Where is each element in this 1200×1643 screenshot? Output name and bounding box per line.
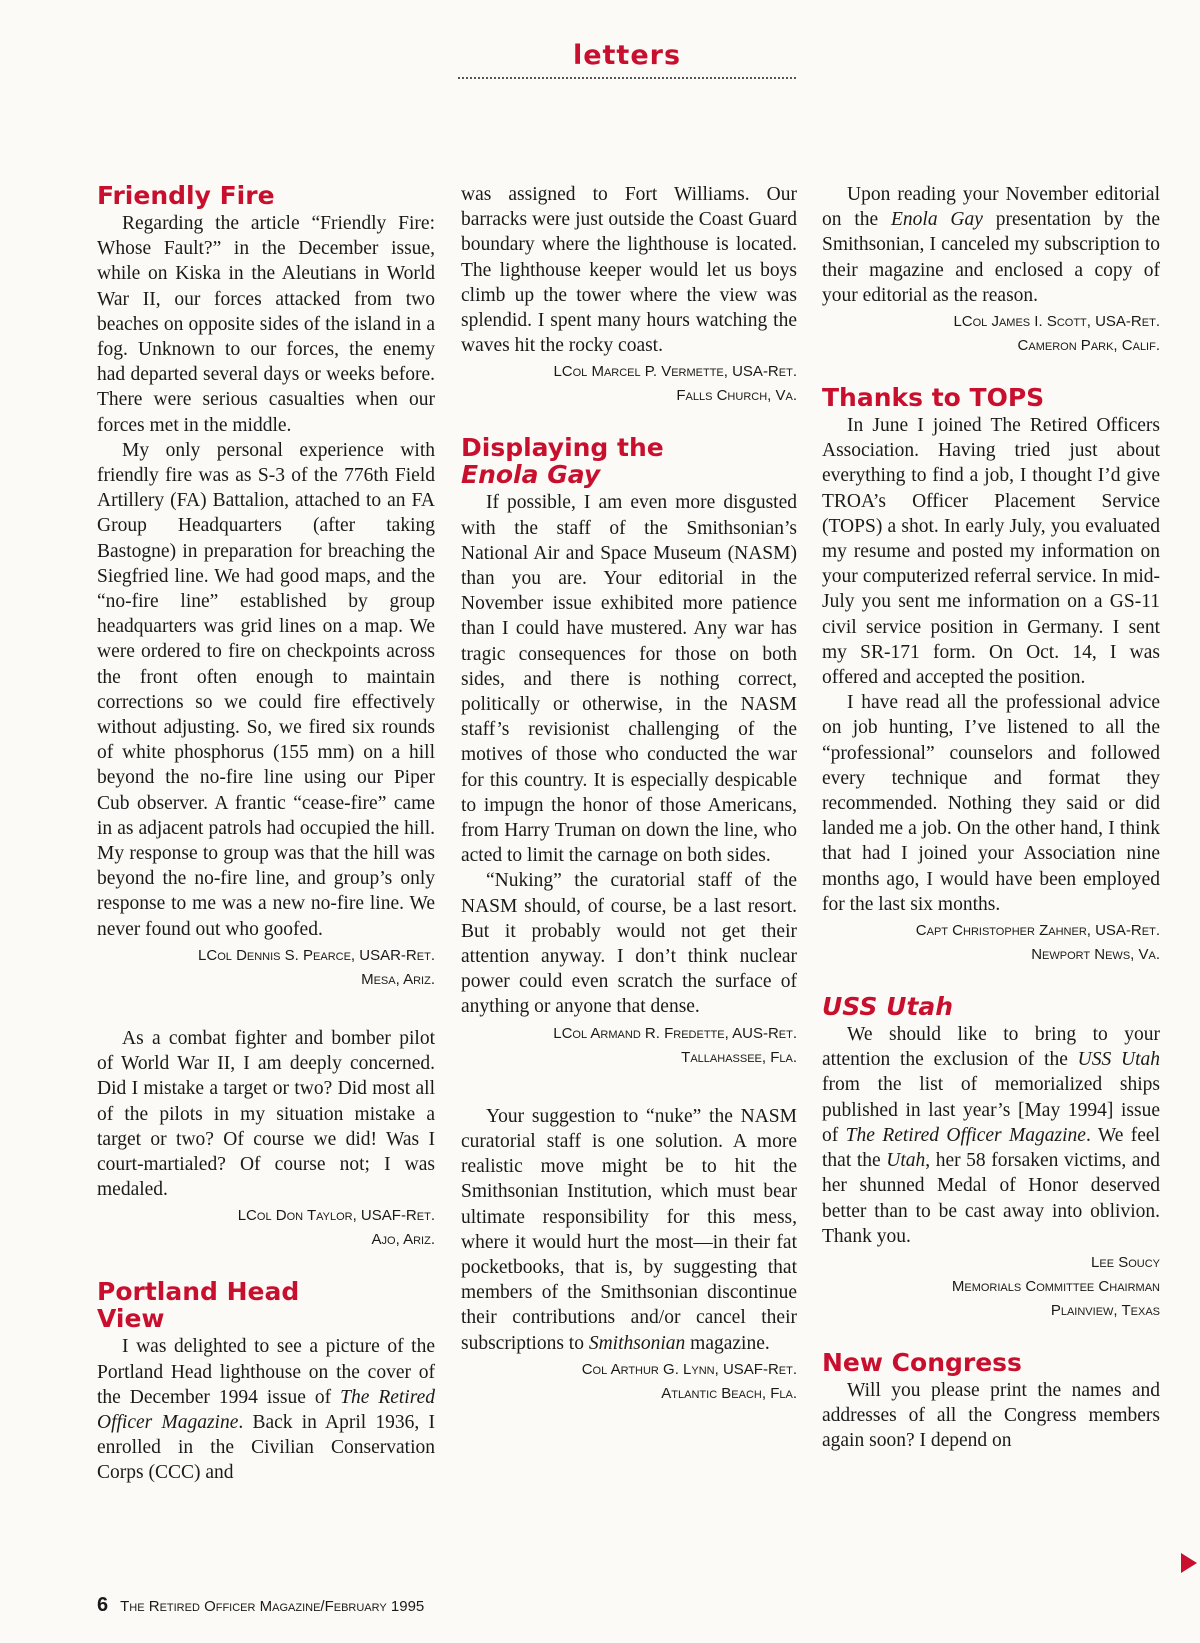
text-run: Upon reading your November editorial on the [822, 184, 1160, 231]
signature-name: LCol Marcel P. Vermette, USA-Ret. [553, 363, 797, 381]
text-run: . Back in April 1936, I enrolled in the Civilian Conservation Corps (CCC) and [97, 1411, 435, 1484]
letter-paragraph: If possible, I am even more disgusted with the staff of the Smithsonian’s National Air and Space Museum (NASM) than you are. Your editorial in the November issue exhibited more patience than I could have mustered. Any war has tragic consequences for those on both sides, and there is nothing correct, politically or otherwise, in the NASM staff’s revisionist challenging of the motives of those who conducted the war for this country. It is especially despicable to impugn the honor of those Americans, from Harry Truman on down the line, who acted to limit the carnage on both sides. [461, 492, 797, 867]
column-1 [97, 182, 435, 1486]
signature-location: Ajo, Ariz. [371, 1231, 435, 1249]
heading-displaying-enola-gay [461, 434, 797, 488]
page-footer [97, 1594, 424, 1617]
spacer [461, 1070, 797, 1104]
signature-name: LCol James I. Scott, USA-Ret. [953, 313, 1160, 331]
italic-title: The Retired Officer Magazine [845, 1124, 1086, 1146]
text-run: , her 58 forsaken victims, and her shunned Medal of Honor deserved better than to be cast away into oblivion. Thank you. [822, 1150, 1160, 1247]
letter-paragraph [461, 1104, 797, 1356]
letter-paragraph: “Nuking” the curatorial staff of the NASM should, of course, be a last resort. But it probably would not get their attention anyway. I don’t think nuclear power could even scratch the surface of anything or anyone that dense. [461, 870, 797, 1018]
signature-location: Falls Church, Va. [676, 387, 797, 405]
signature-name: LCol Armand R. Fredette, AUS-Ret. [553, 1024, 797, 1042]
signature-name: LCol Don Taylor, USAF-Ret. [237, 1207, 435, 1225]
italic-title: The Retired Officer Magazine [97, 1386, 435, 1433]
spacer [461, 408, 797, 434]
footer-publication: The Retired Officer Magazine/February 1995 [120, 1598, 425, 1615]
letter-paragraph [822, 182, 1160, 308]
letter-paragraph: I have read all the professional advice on job hunting, I’ve listened to all the “professional” counselors and followed every technique and format they recommended. Nothing they said or did landed me a job. On the other hand, I think that had I joined your Association nine months ago, I would have been employed for the last six months. [822, 692, 1160, 915]
heading-friendly-fire: Friendly Fire [97, 181, 275, 210]
heading-line: Enola Gay [461, 460, 601, 490]
text-run: . We feel that the [822, 1124, 1160, 1172]
letter-paragraph: was assigned to Fort Williams. Our barracks were just outside the Coast Guard boundary where the lighthouse is located. The lighthouse keeper would let us boys climb up the tower where the view was splendid. I spent many hours watching the waves hit the rocky coast. [461, 184, 797, 357]
signature-name: Lee Soucy [1091, 1253, 1160, 1271]
text-run: presentation by the Smithsonian, I canceled my subscription to their magazine and enclosed a copy of your editorial as the reason. [822, 209, 1160, 306]
column-2 [461, 182, 797, 1406]
signature-location: Tallahassee, Fla. [681, 1048, 797, 1066]
letter-paragraph: Will you please print the names and addresses of all the Congress members again soon? I depend on [822, 1379, 1160, 1452]
letter-paragraph: In June I joined The Retired Officers Association. Having tried just about everything to find a job, I thought I’d give TROA’s Officer Placement Service (TOPS) a shot. In early July, you evaluated my resume and posted my information on your computerized referral service. In mid-July you sent me information on a GS-11 civil service position in Germany. I sent my SR-171 form. On Oct. 14, I was offered and accepted the position. [822, 415, 1160, 689]
letter-paragraph: My only personal experience with friendly fire was as S-3 of the 776th Field Artillery (FA) Battalion, attached to an FA Group Headquarters (after taking Bastogne) in preparation for breaching the Siegfried line. We had good maps, and the “no-fire line” established by group headquarters was grid lines on a map. We were ordered to fire on checkpoints across the front often enough to maintain corrections so we could fire effectively without adjusting. So, we fired six rounds of white phosphorus (155 mm) on a hill beyond the no-fire line using our Piper Cub observer. A frantic “cease-fire” came in as adjacent patrols had occupied the hill. My response to group was that the hill was beyond the no-fire line, and group’s only response to me was a new no-fire line. We never found out who goofed. [97, 439, 435, 940]
heading-uss-utah: USS Utah [822, 992, 954, 1022]
signature-location: Newport News, Va. [1031, 946, 1160, 964]
letter-paragraph [822, 1022, 1160, 1249]
signature-location: Cameron Park, Calif. [1017, 337, 1160, 355]
continued-arrow-icon [1181, 1553, 1197, 1573]
signature-name: LCol Dennis S. Pearce, USAR-Ret. [198, 946, 435, 964]
spacer [97, 992, 435, 1026]
text-run: I was delighted to see a picture of the Portland Head lighthouse on the cover of the December 1994 issue of [97, 1336, 435, 1408]
letter-paragraph: Regarding the article “Friendly Fire: Whose Fault?” in the December issue, while on Kiska in the Aleutians in World War II, our forces attacked from two beaches on opposite sides of the island in a fog. Unknown to our forces, the enemy had departed several days or weeks before. There were serious casualties when our forces met in the middle. [97, 213, 435, 436]
italic-title: USS Utah [1077, 1049, 1160, 1071]
signature-title: Memorials Committee Chairman [951, 1277, 1160, 1295]
spacer [822, 967, 1160, 993]
heading-line: Displaying the [461, 433, 664, 463]
signature-location: Plainview, Texas [1050, 1301, 1160, 1319]
letter-paragraph [97, 1334, 435, 1485]
letter-paragraph: As a combat fighter and bomber pilot of World War II, I am deeply concerned. Did I mistake a target or two? Did most all of the pilots in my situation mistake a target or two? Of course we did! Was I court-martialed? Of course not; I was medaled. [97, 1027, 435, 1201]
text-run: magazine. [685, 1332, 770, 1354]
signature-location: Mesa, Ariz. [361, 970, 435, 988]
italic-title: Enola Gay [890, 209, 983, 231]
page-number: 6 [97, 1594, 109, 1616]
signature-location: Atlantic Beach, Fla. [661, 1384, 797, 1402]
section-title: letters [458, 40, 796, 79]
spacer [822, 358, 1160, 384]
heading-line: View [97, 1304, 165, 1334]
spacer [822, 1323, 1160, 1349]
text-run: Your suggestion to “nuke” the NASM curatorial staff is one solution. A more realistic move might be to hit the Smithsonian Institution, which must bear ultimate responsibility for this mess, where it would hurt the most—in their fat pocketbooks, that is, by suggesting that members of the Smithsonian discontinue their contributions and/or cancel their subscriptions to [461, 1105, 797, 1354]
heading-thanks-to-tops: Thanks to TOPS [822, 383, 1045, 413]
heading-portland-head-view [97, 1278, 435, 1332]
spacer [97, 1252, 435, 1278]
signature-name: Capt Christopher Zahner, USA-Ret. [915, 922, 1160, 940]
heading-line: Portland Head [97, 1277, 300, 1307]
italic-title: Smithsonian [588, 1332, 686, 1354]
italic-title: Utah [886, 1150, 926, 1172]
column-3 [822, 182, 1160, 1454]
signature-name: Col Arthur G. Lynn, USAF-Ret. [581, 1360, 797, 1378]
heading-new-congress: New Congress [822, 1347, 1022, 1377]
text-run: We should like to bring to your attention the exclusion of the [822, 1024, 1160, 1071]
text-run: from the list of memorialized ships published in last year’s [May 1994] issue of [822, 1074, 1160, 1146]
